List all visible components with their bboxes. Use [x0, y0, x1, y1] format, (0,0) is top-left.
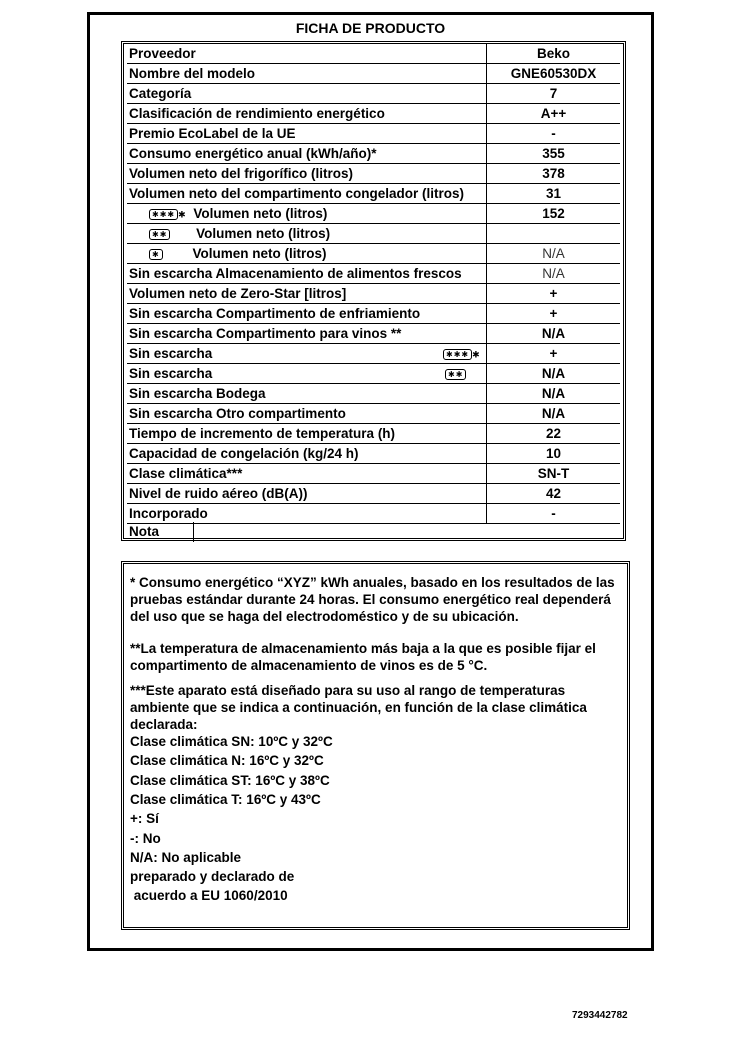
- two-star-icon: ✱✱: [149, 229, 170, 240]
- note-wine: **La temperatura de almacenamiento más baja a la que es posible fijar el compartimento de almacenamiento de vinos es de 5 °C.: [130, 641, 596, 673]
- row-value: [487, 224, 620, 243]
- row-label: ✱✱✱ ✱ Volumen neto (litros): [127, 204, 487, 223]
- table-row: [127, 404, 620, 424]
- note-climate: ***Este aparato está diseñado para su uso al rango de temperaturas ambiente que se indica a continuación, en función de la clase climática declarada:: [130, 683, 587, 732]
- table-row: [127, 44, 620, 64]
- note-line: -: No: [130, 831, 161, 846]
- nota-label: Nota: [127, 522, 194, 542]
- note-line: Clase climática SN: 10ºC y 32ºC: [130, 734, 333, 749]
- row-value: N/A: [541, 326, 566, 341]
- row-value: GNE60530DX: [510, 66, 597, 81]
- row-label: Incorporado: [127, 504, 487, 523]
- row-value: -: [551, 506, 556, 521]
- three-star-icon: ✱✱✱: [443, 349, 472, 360]
- row-value: 7: [549, 86, 558, 101]
- table-row: [127, 184, 620, 204]
- note-line: Clase climática ST: 16ºC y 38ºC: [130, 773, 330, 788]
- table-row: [127, 284, 620, 304]
- row-value: 10: [545, 446, 562, 461]
- two-star-icon: ✱✱: [445, 369, 466, 380]
- row-value: +: [549, 346, 558, 361]
- row-label: Proveedor: [127, 44, 487, 63]
- row-value: SN-T: [537, 466, 570, 481]
- table-row: [127, 444, 620, 464]
- row-label: Clasificación de rendimiento energético: [127, 104, 487, 123]
- table-row: [127, 264, 620, 284]
- table-row: [127, 204, 620, 224]
- note-energy: * Consumo energético “XYZ” kWh anuales, basado en los resultados de las pruebas estándar durante 24 horas. El consumo energético real dependerá del uso que se haga del electrodoméstico y de su ubicación.: [130, 575, 615, 624]
- row-value: N/A: [541, 366, 566, 381]
- row-label: Sin escarcha Bodega: [127, 384, 487, 403]
- row-label: Sin escarcha Compartimento para vinos **: [127, 324, 487, 343]
- table-row: [127, 144, 620, 164]
- row-label: Volumen neto del frigorífico (litros): [127, 164, 487, 183]
- row-label: Sin escarcha Almacenamiento de alimentos frescos: [127, 264, 487, 283]
- note-line: N/A: No aplicable: [130, 850, 242, 865]
- table-row: [127, 484, 620, 504]
- notes-box: [121, 561, 630, 930]
- row-label: Tiempo de incremento de temperatura (h): [127, 424, 487, 443]
- row-label: Sin escarcha Otro compartimento: [127, 404, 487, 423]
- product-table: [121, 41, 626, 541]
- table-row: [127, 504, 620, 524]
- row-label: ✱✱ Volumen neto (litros): [127, 224, 487, 243]
- note-line: +: Sí: [130, 811, 159, 826]
- row-label: Volumen neto de Zero-Star [litros]: [127, 284, 487, 303]
- table-row: [127, 344, 620, 364]
- table-row: [127, 104, 620, 124]
- note-line: acuerdo a EU 1060/2010: [130, 888, 288, 903]
- row-label: Sin escarcha ✱✱✱ ✱: [127, 344, 487, 363]
- row-label: Nivel de ruido aéreo (dB(A)): [127, 484, 487, 503]
- table-row: [127, 324, 620, 344]
- sheet-title: FICHA DE PRODUCTO: [295, 20, 446, 36]
- row-label: Nombre del modelo: [127, 64, 487, 83]
- row-value: -: [551, 126, 556, 141]
- row-value: Beko: [536, 46, 570, 61]
- table-row: [127, 164, 620, 184]
- row-label: Volumen neto del compartimento congelador (litros): [127, 184, 487, 203]
- table-row: [127, 424, 620, 444]
- document-number: 7293442782: [572, 1010, 628, 1021]
- row-value: N/A: [541, 386, 566, 401]
- note-line: Clase climática N: 16ºC y 32ºC: [130, 753, 324, 768]
- nota-row: [127, 522, 620, 542]
- row-label: Clase climática***: [127, 464, 487, 483]
- note-line: preparado y declarado de: [130, 869, 295, 884]
- row-label: Sin escarcha Compartimento de enfriamiento: [127, 304, 487, 323]
- table-row: [127, 224, 620, 244]
- table-row: [127, 384, 620, 404]
- table-row: [127, 244, 620, 264]
- star-icon: ✱: [178, 209, 186, 220]
- table-row: [127, 84, 620, 104]
- row-value: 378: [542, 166, 565, 181]
- row-label: Premio EcoLabel de la UE: [127, 124, 487, 143]
- row-label: Sin escarcha ✱✱: [127, 364, 487, 383]
- row-value: N/A: [541, 406, 566, 421]
- row-value: A++: [540, 106, 567, 121]
- three-star-icon: ✱✱✱: [149, 209, 178, 220]
- row-value: 355: [542, 146, 565, 161]
- star-icon: ✱: [472, 349, 480, 360]
- row-label: ✱ Volumen neto (litros): [127, 244, 487, 263]
- row-label: Consumo energético anual (kWh/año)*: [127, 144, 487, 163]
- row-label: Categoría: [127, 84, 487, 103]
- row-value: N/A: [542, 246, 565, 261]
- row-value: N/A: [542, 266, 565, 281]
- table-row: [127, 124, 620, 144]
- row-value: 31: [545, 186, 562, 201]
- row-value: +: [549, 286, 558, 301]
- one-star-icon: ✱: [149, 249, 163, 260]
- row-label: Capacidad de congelación (kg/24 h): [127, 444, 487, 463]
- table-row: [127, 64, 620, 84]
- row-value: 42: [545, 486, 562, 501]
- row-value: 22: [545, 426, 562, 441]
- note-line: Clase climática T: 16ºC y 43ºC: [130, 792, 321, 807]
- row-value: 152: [542, 206, 565, 221]
- row-value: +: [549, 306, 558, 321]
- table-row: [127, 464, 620, 484]
- table-row: [127, 364, 620, 384]
- table-row: [127, 304, 620, 324]
